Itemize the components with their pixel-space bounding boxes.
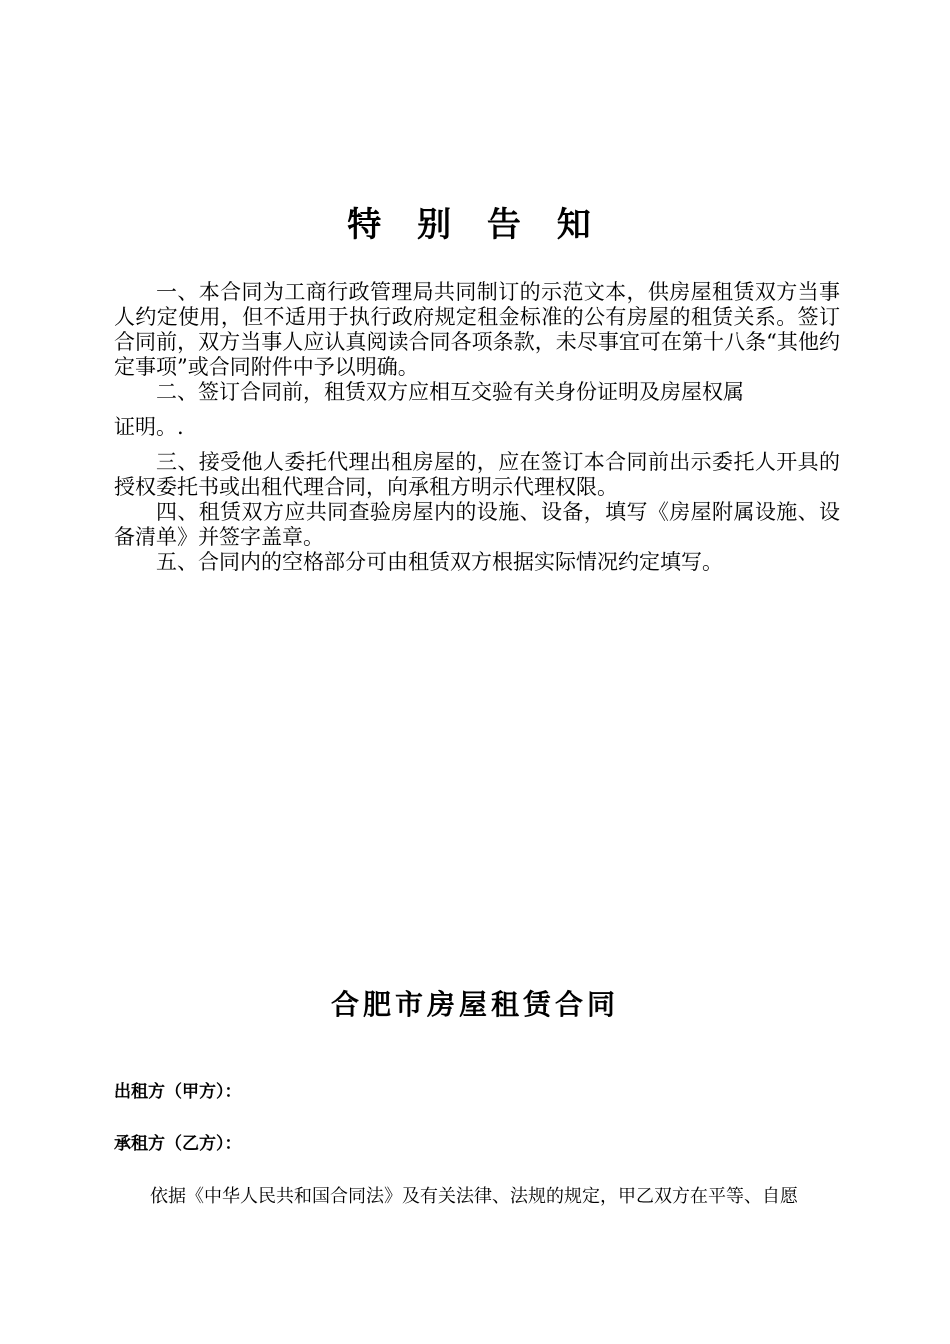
notice-body bbox=[114, 280, 840, 575]
notice-item-3: 三、接受他人委托代理出租房屋的，应在签订本合同前出示委托人开具的授权委托书或出租代理合同，向承租方明示代理权限。 bbox=[114, 450, 840, 499]
lessee-label: 承租方（乙方）： bbox=[114, 1134, 242, 1154]
notice-item-1: 一、本合同为工商行政管理局共同制订的示范文本，供房屋租赁双方当事人约定使用，但不适用于执行政府规定租金标准的公有房屋的租赁关系。签订合同前，双方当事人应认真阅读合同各项条款，未尽事宜可在第十八条“其他约定事项”或合同附件中予以明确。 bbox=[114, 280, 840, 379]
contract-title: 合肥市房屋租赁合同 bbox=[330, 988, 619, 1021]
contract-basis-text: 依据《中华人民共和国合同法》及有关法律、法规的规定，甲乙双方在平等、自愿 bbox=[150, 1186, 798, 1207]
notice-item-5: 五、合同内的空格部分可由租赁双方根据实际情况约定填写。 bbox=[156, 550, 723, 574]
lessor-label: 出租方（甲方）： bbox=[114, 1082, 242, 1102]
notice-item-2-continued: 证明。. bbox=[114, 415, 184, 439]
notice-item-2: 二、签订合同前，租赁双方应相互交验有关身份证明及房屋权属 bbox=[156, 380, 744, 404]
notice-item-4: 四、租赁双方应共同查验房屋内的设施、设备，填写《房屋附属设施、设备清单》并签字盖章。 bbox=[114, 500, 840, 549]
notice-title: 特 别 告 知 bbox=[347, 205, 603, 245]
